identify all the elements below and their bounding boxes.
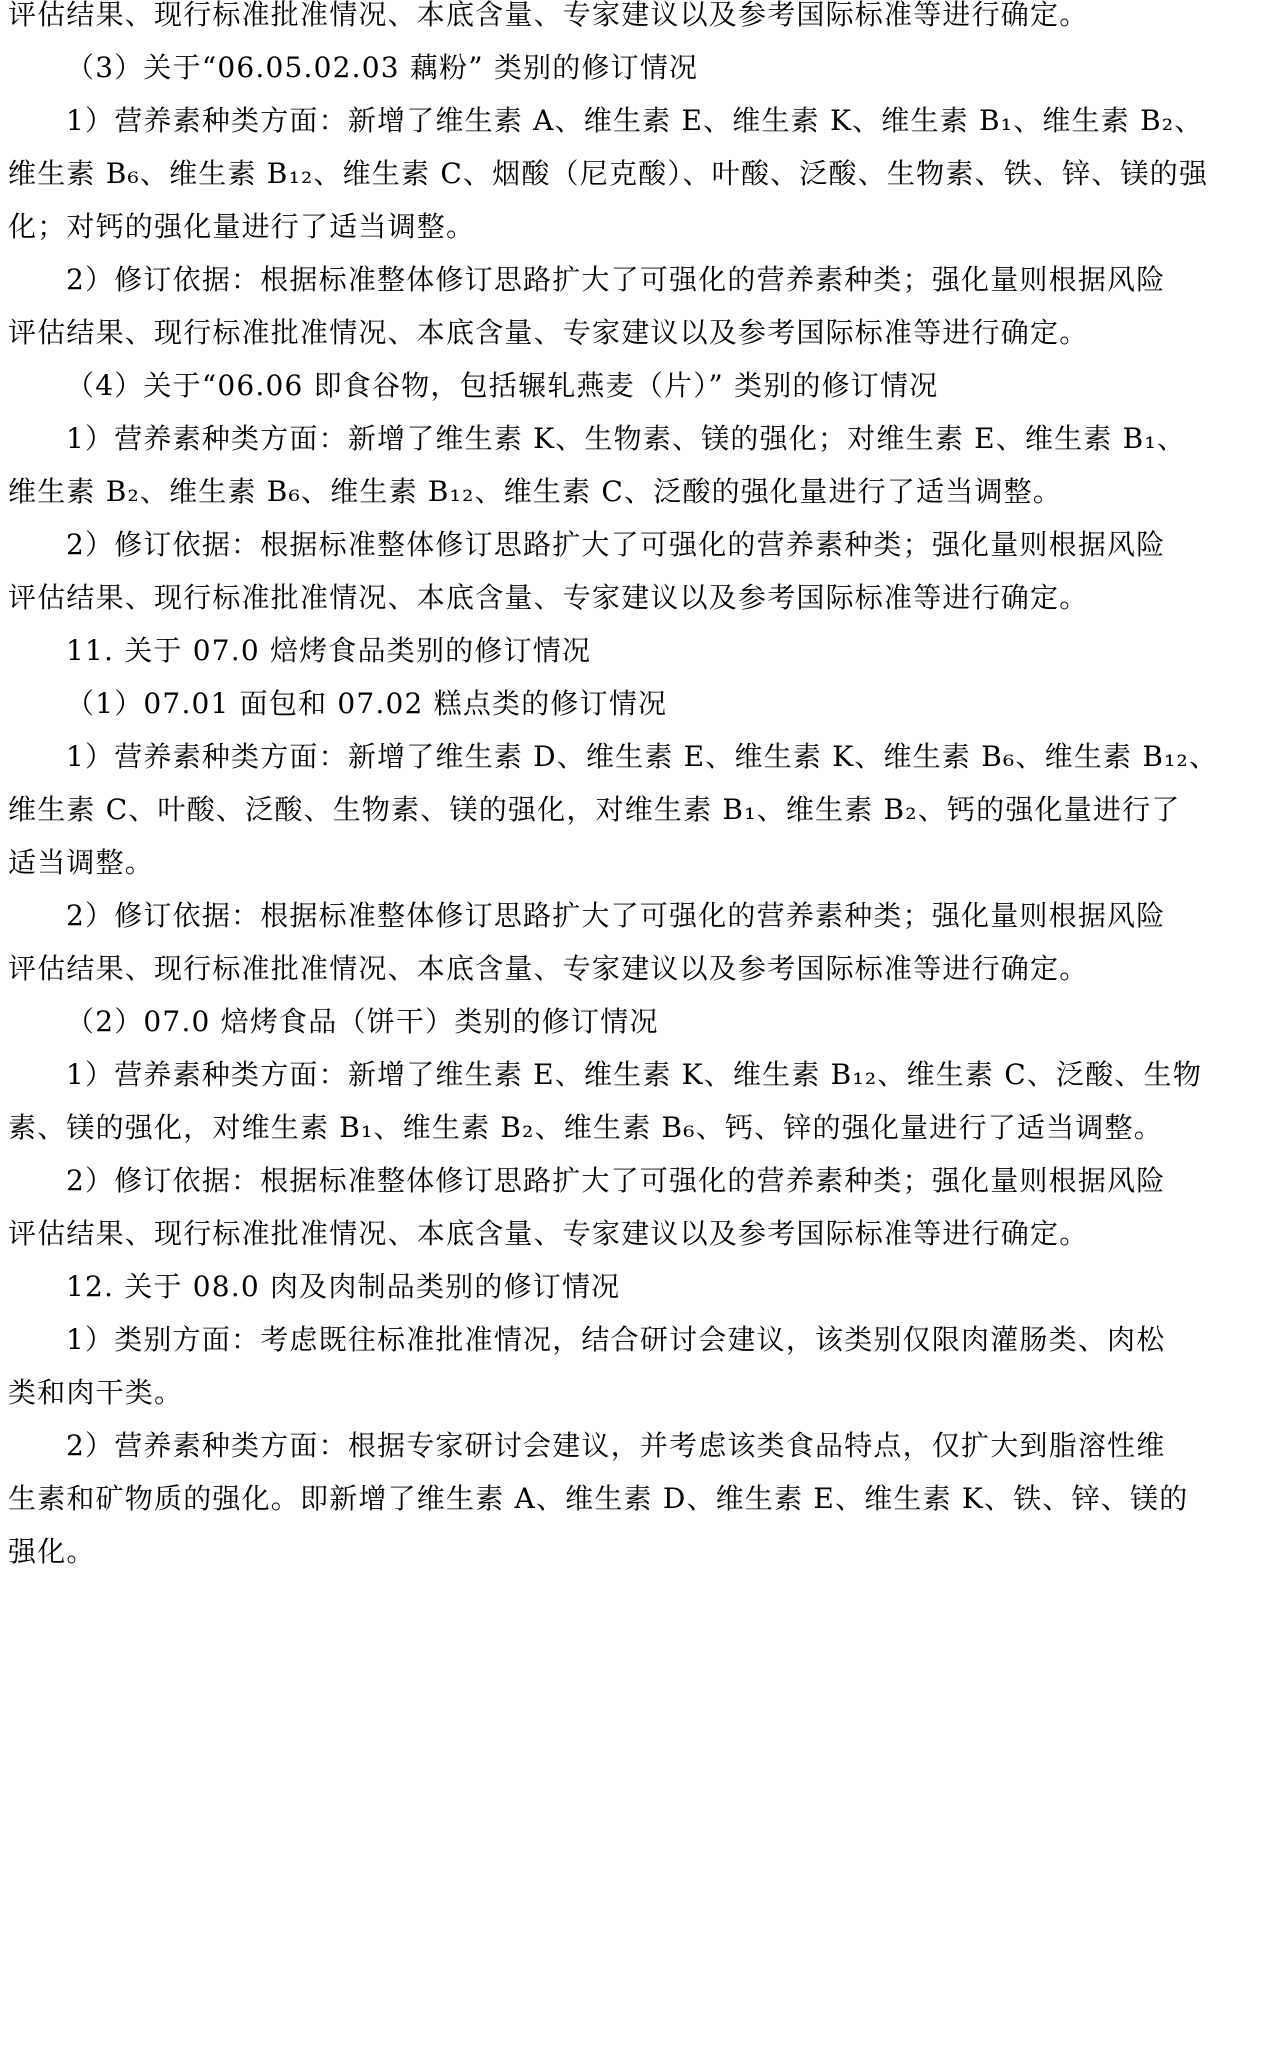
text-line: 评估结果、现行标准批准情况、本底含量、专家建议以及参考国际标准等进行确定。 [8, 581, 1089, 614]
text-line: 生素和矿物质的强化。即新增了维生素 A、维生素 D、维生素 E、维生素 K、铁、锌、镁的 [8, 1482, 1189, 1515]
text-line: 2）修订依据：根据标准整体修订思路扩大了可强化的营养素种类；强化量则根据风险 [66, 899, 1166, 932]
section-heading: 12. 关于 08.0 肉及肉制品类别的修订情况 [66, 1270, 621, 1303]
text-line: 评估结果、现行标准批准情况、本底含量、专家建议以及参考国际标准等进行确定。 [8, 0, 1089, 31]
text-line: 1）营养素种类方面：新增了维生素 D、维生素 E、维生素 K、维生素 B₆、维生素 B₁₂、 [66, 740, 1219, 773]
text-line: 维生素 B₆、维生素 B₁₂、维生素 C、烟酸（尼克酸）、叶酸、泛酸、生物素、铁、锌、镁的强 [8, 157, 1209, 190]
text-line: 1）营养素种类方面：新增了维生素 K、生物素、镁的强化；对维生素 E、维生素 B₁、 [66, 422, 1187, 455]
subsection-heading: （4）关于“06.06 即食谷物，包括辗轧燕麦（片）” 类别的修订情况 [66, 369, 939, 402]
subsection-heading: （1）07.01 面包和 07.02 糕点类的修订情况 [66, 687, 668, 720]
text-line: 化；对钙的强化量进行了适当调整。 [8, 210, 476, 243]
text-line: 维生素 B₂、维生素 B₆、维生素 B₁₂、维生素 C、泛酸的强化量进行了适当调整。 [8, 475, 1063, 508]
text-line: 维生素 C、叶酸、泛酸、生物素、镁的强化，对维生素 B₁、维生素 B₂、钙的强化量进行了 [8, 793, 1181, 826]
text-line: 强化。 [8, 1535, 96, 1568]
text-line: 评估结果、现行标准批准情况、本底含量、专家建议以及参考国际标准等进行确定。 [8, 316, 1089, 349]
text-line: 评估结果、现行标准批准情况、本底含量、专家建议以及参考国际标准等进行确定。 [8, 1217, 1089, 1250]
text-line: 2）修订依据：根据标准整体修订思路扩大了可强化的营养素种类；强化量则根据风险 [66, 263, 1166, 296]
text-line: 2）营养素种类方面：根据专家研讨会建议，并考虑该类食品特点，仅扩大到脂溶性维 [66, 1429, 1166, 1462]
text-line: 适当调整。 [8, 846, 155, 879]
text-line: 类和肉干类。 [8, 1376, 184, 1409]
text-line: 素、镁的强化，对维生素 B₁、维生素 B₂、维生素 B₆、钙、锌的强化量进行了适当调整。 [8, 1111, 1163, 1144]
text-line: 评估结果、现行标准批准情况、本底含量、专家建议以及参考国际标准等进行确定。 [8, 952, 1089, 985]
text-line: 1）营养素种类方面：新增了维生素 A、维生素 E、维生素 K、维生素 B₁、维生素 B₂、 [66, 104, 1204, 137]
text-line: 1）营养素种类方面：新增了维生素 E、维生素 K、维生素 B₁₂、维生素 C、泛酸、生物 [66, 1058, 1203, 1091]
subsection-heading: （2）07.0 焙烤食品（饼干）类别的修订情况 [66, 1005, 659, 1038]
section-heading: 11. 关于 07.0 焙烤食品类别的修订情况 [66, 634, 592, 667]
text-line: 2）修订依据：根据标准整体修订思路扩大了可强化的营养素种类；强化量则根据风险 [66, 528, 1166, 561]
subsection-heading: （3）关于“06.05.02.03 藕粉” 类别的修订情况 [66, 51, 699, 84]
text-line: 1）类别方面：考虑既往标准批准情况，结合研讨会建议，该类别仅限肉灌肠类、肉松 [66, 1323, 1166, 1356]
text-line: 2）修订依据：根据标准整体修订思路扩大了可强化的营养素种类；强化量则根据风险 [66, 1164, 1166, 1197]
